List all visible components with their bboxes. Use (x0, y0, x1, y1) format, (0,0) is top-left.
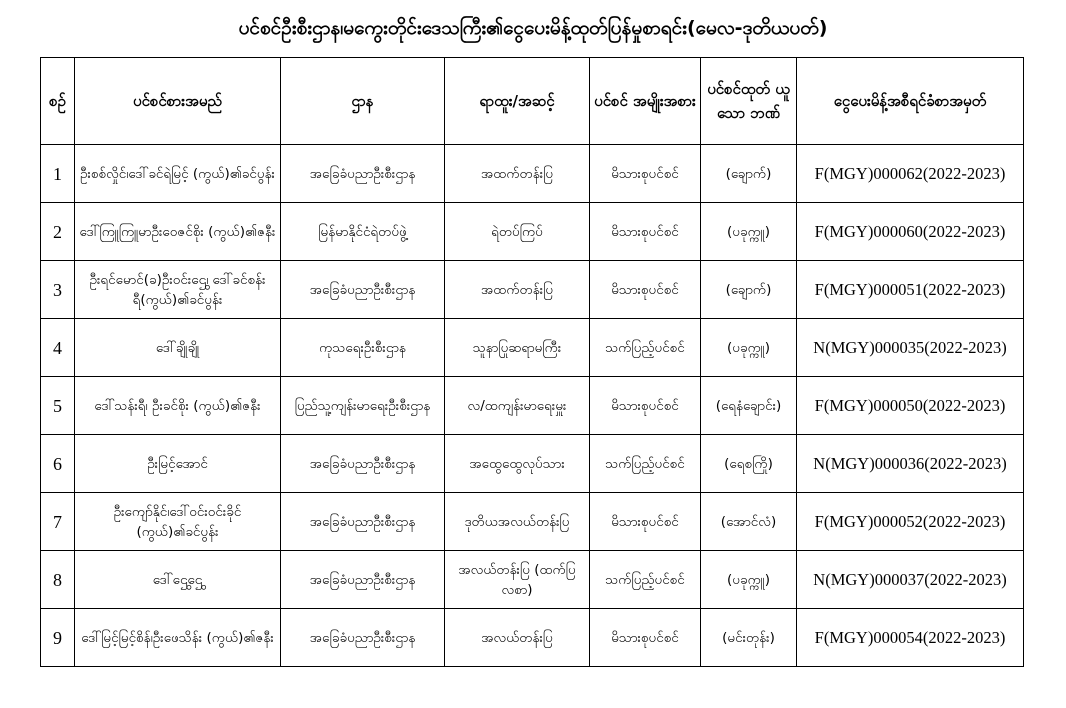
column-header-department: ဌာန (281, 58, 445, 145)
column-header-report-number: ငွေပေးမိန့်အစီရင်ခံစာအမှတ် (797, 58, 1024, 145)
table-row (41, 377, 1024, 435)
pension-type: မိသားစုပင်စင် (590, 145, 701, 203)
row-number: 7 (41, 493, 75, 551)
department: အခြေခံပညာဦးစီးဌာန (281, 609, 445, 667)
row-number: 2 (41, 203, 75, 261)
report-number: F(MGY)000052(2022-2023) (797, 493, 1024, 551)
bank: (ပခုက္ကူ) (701, 551, 797, 609)
pension-type: သက်ပြည့်ပင်စင် (590, 319, 701, 377)
table-row (41, 609, 1024, 667)
column-header-bank: ပင်စင်ထုတ် ယူသော ဘဏ် (701, 58, 797, 145)
page-title: ပင်စင်ဦးစီးဌာန၊မကွေးတိုင်းဒေသကြီး၏ငွေပေးမိန့်ထုတ်ပြန်မှုစာရင်း(မေလ-ဒုတိယပတ်) (238, 17, 828, 39)
department: အခြေခံပညာဦးစီးဌာန (281, 551, 445, 609)
rank: အလယ်တန်းပြ (ထက်ပြလစာ) (445, 551, 590, 609)
row-number: 5 (41, 377, 75, 435)
table-header-row (41, 58, 1024, 145)
report-number: F(MGY)000051(2022-2023) (797, 261, 1024, 319)
pension-type: မိသားစုပင်စင် (590, 493, 701, 551)
table-row (41, 435, 1024, 493)
column-header-rank: ရာထူး/အဆင့် (445, 58, 590, 145)
pensioner-name: ဒေါ်ချိုချို (75, 319, 281, 377)
pensioner-name: ဦးကျော်နိုင်၊ဒေါ်ဝင်းဝင်းခိုင် (ကွယ်)၏ခင်ပွန်း (75, 493, 281, 551)
report-number: F(MGY)000050(2022-2023) (797, 377, 1024, 435)
rank: ရဲတပ်ကြပ် (445, 203, 590, 261)
pensioner-name: ဦးမြင့်အောင် (75, 435, 281, 493)
pensioner-name: ဦးစစ်လှိုင်၊ဒေါ်ခင်ရဲမြင့် (ကွယ်)၏ခင်ပွန်း (75, 145, 281, 203)
department: မြန်မာနိုင်ငံရဲတပ်ဖွဲ့ (281, 203, 445, 261)
report-number: N(MGY)000036(2022-2023) (797, 435, 1024, 493)
column-header-name: ပင်စင်စားအမည် (75, 58, 281, 145)
pensioner-name: ဒေါ်ကြူကြူမာဦးဝေဇင်စိုး (ကွယ်)၏ဇနီး (75, 203, 281, 261)
pension-type: မိသားစုပင်စင် (590, 377, 701, 435)
pensioner-name: ဒေါ်သန်းရီ၊ ဦးခင်စိုး (ကွယ်)၏ဇနီး (75, 377, 281, 435)
bank: (ရေစကြို) (701, 435, 797, 493)
department: အခြေခံပညာဦးစီးဌာန (281, 493, 445, 551)
rank: ဒုတိယအလယ်တန်းပြ (445, 493, 590, 551)
table-row (41, 203, 1024, 261)
row-number: 1 (41, 145, 75, 203)
column-header-pension-type: ပင်စင် အမျိုးအစား (590, 58, 701, 145)
pensioner-name: ဒေါ်ဌွေဌွေ (75, 551, 281, 609)
row-number: 3 (41, 261, 75, 319)
table-row (41, 493, 1024, 551)
rank: အထက်တန်းပြ (445, 145, 590, 203)
rank: သူနာပြုဆရာမကြီး (445, 319, 590, 377)
rank: အထက်တန်းပြ (445, 261, 590, 319)
department: အခြေခံပညာဦးစီးဌာန (281, 145, 445, 203)
table-row (41, 551, 1024, 609)
bank: (မင်းတုန်း) (701, 609, 797, 667)
row-number: 4 (41, 319, 75, 377)
pension-type: မိသားစုပင်စင် (590, 261, 701, 319)
department: ကုသရေးဦးစီးဌာန (281, 319, 445, 377)
report-number: F(MGY)000062(2022-2023) (797, 145, 1024, 203)
report-number: F(MGY)000054(2022-2023) (797, 609, 1024, 667)
department: ပြည်သူ့ကျန်းမာရေးဦးစီးဌာန (281, 377, 445, 435)
table-row (41, 261, 1024, 319)
report-number: F(MGY)000060(2022-2023) (797, 203, 1024, 261)
pension-type: သက်ပြည့်ပင်စင် (590, 551, 701, 609)
pension-table (40, 57, 1024, 667)
bank: (ရေနံချောင်း) (701, 377, 797, 435)
bank: (အောင်လံ) (701, 493, 797, 551)
department: အခြေခံပညာဦးစီးဌာန (281, 435, 445, 493)
row-number: 9 (41, 609, 75, 667)
column-header-no: စဉ် (41, 58, 75, 145)
bank: (ချောက်) (701, 261, 797, 319)
bank: (ပခုက္ကူ) (701, 319, 797, 377)
department: အခြေခံပညာဦးစီးဌာန (281, 261, 445, 319)
bank: (ချောက်) (701, 145, 797, 203)
rank: အထွေထွေလုပ်သား (445, 435, 590, 493)
pension-type: မိသားစုပင်စင် (590, 203, 701, 261)
pensioner-name: ဒေါ်မြင့်မြင့်စိန်၊ဦးဖေသိန်း (ကွယ်)၏ဇနီး (75, 609, 281, 667)
rank: လ/ထကျန်းမာရေးမှူး (445, 377, 590, 435)
bank: (ပခုက္ကူ) (701, 203, 797, 261)
table-row (41, 319, 1024, 377)
report-number: N(MGY)000035(2022-2023) (797, 319, 1024, 377)
pension-type: မိသားစုပင်စင် (590, 609, 701, 667)
row-number: 8 (41, 551, 75, 609)
table-row (41, 145, 1024, 203)
rank: အလယ်တန်းပြ (445, 609, 590, 667)
pension-type: သက်ပြည့်ပင်စင် (590, 435, 701, 493)
report-number: N(MGY)000037(2022-2023) (797, 551, 1024, 609)
row-number: 6 (41, 435, 75, 493)
pensioner-name: ဦးရင်မောင်(ခ)ဦးဝင်းဌွေ၊ ဒေါ်ခင်စန်းရီ(ကွယ်)၏ခင်ပွန်း (75, 261, 281, 319)
